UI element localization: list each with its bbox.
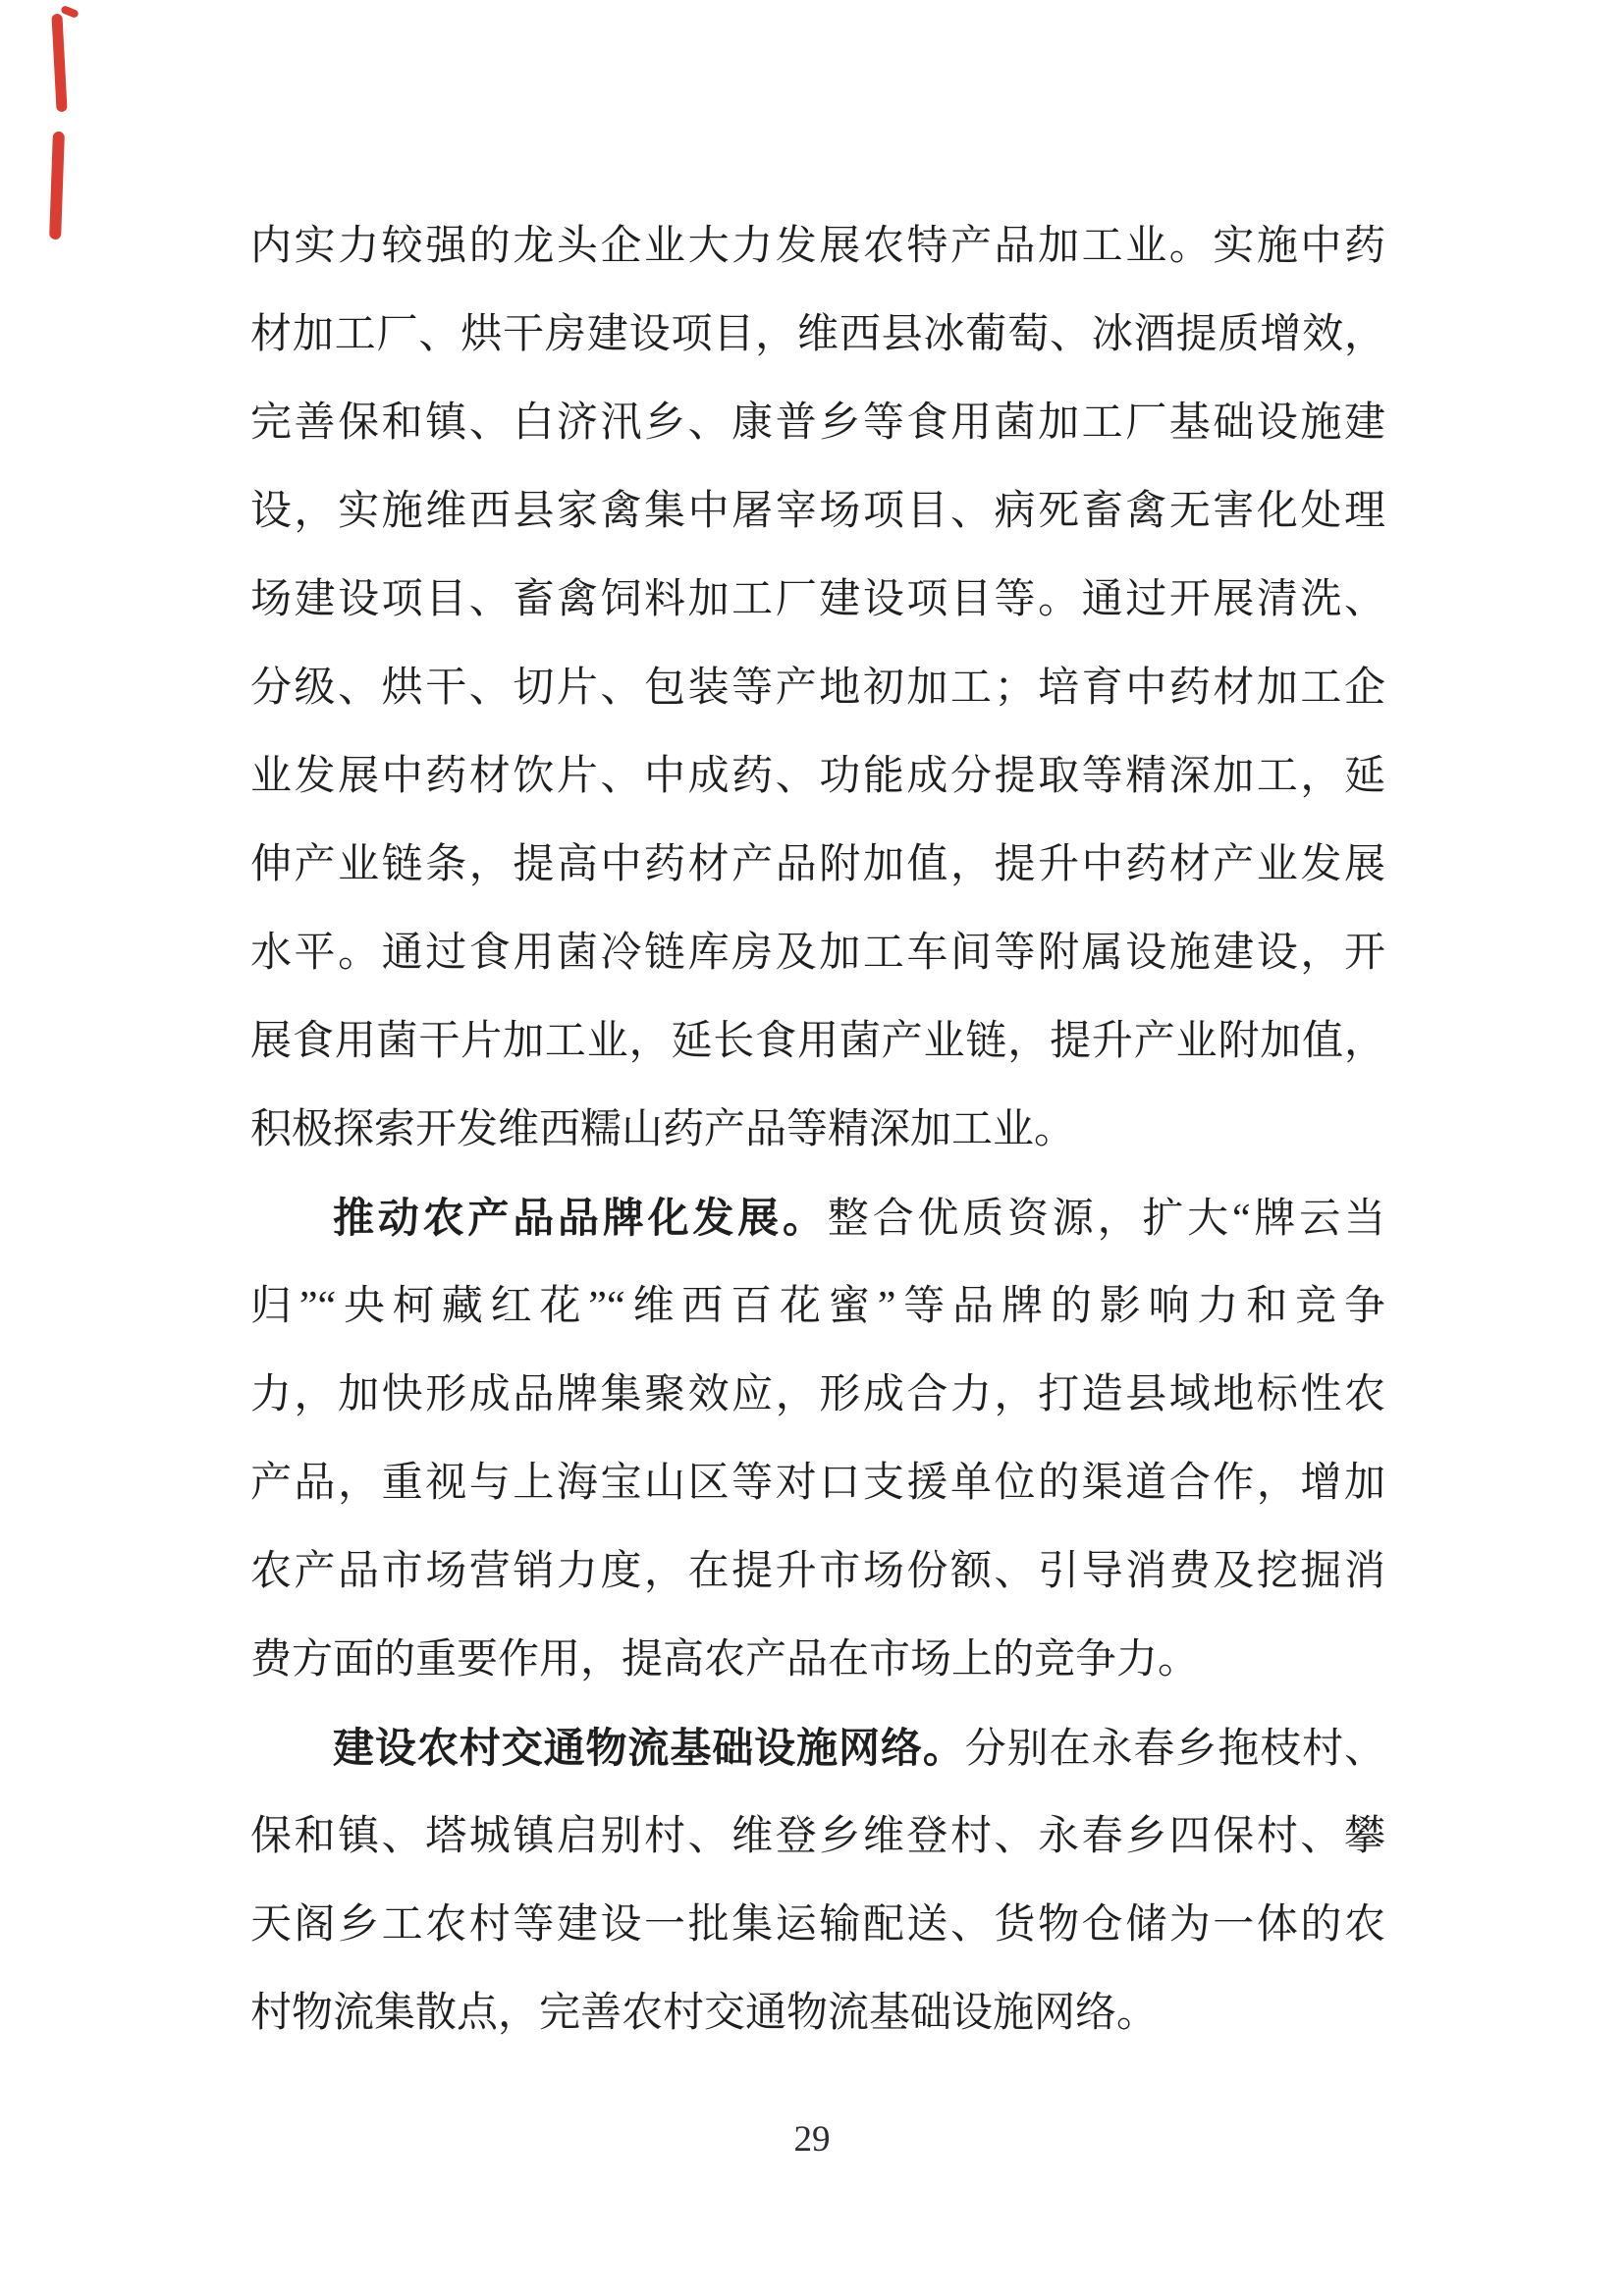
- text-column: [250, 202, 1385, 2057]
- bold-heading-run: 建设农村交通物流基础设施网络。: [333, 1725, 965, 1771]
- text-line: 天阁乡工农村等建设一批集运输配送、货物仓储为一体的农: [250, 1902, 1385, 1948]
- text-line: 农产品市场营销力度，在提升市场份额、引导消费及挖掘消: [250, 1549, 1385, 1594]
- text-line: 推动农产品品牌化发展。整合优质资源，扩大“牌云当: [333, 1195, 1385, 1242]
- page-number: 29: [793, 2119, 831, 2160]
- text-line: 业发展中药材饮片、中成药、功能成分提取等精深加工，延: [250, 754, 1385, 799]
- text-line: 材加工厂、烘干房建设项目，维西县冰葡萄、冰酒提质增效，: [250, 312, 1385, 357]
- text-line: 力，加快形成品牌集聚效应，形成合力，打造县域地标性农: [250, 1372, 1385, 1417]
- text-line: 村物流集散点，完善农村交通物流基础设施网络。: [250, 1991, 1159, 2036]
- text-line: 产品，重视与上海宝山区等对口支援单位的渠道合作，增加: [250, 1461, 1385, 1506]
- text-line: 展食用菌干片加工业，延长食用菌产业链，提升产业附加值，: [250, 1019, 1385, 1064]
- red-ink-mark-bottom: [49, 132, 65, 240]
- text-line: 内实力较强的龙头企业大力发展农特产品加工业。实施中药: [250, 224, 1385, 269]
- text-line: 设，实施维西县家禽集中屠宰场项目、病死畜禽无害化处理: [250, 489, 1385, 534]
- red-ink-mark-tick: [60, 5, 80, 19]
- red-ink-mark-top: [51, 14, 67, 112]
- text-line: 归”“央柯藏红花”“维西百花蜜”等品牌的影响力和竞争: [250, 1284, 1385, 1329]
- text-line: 场建设项目、畜禽饲料加工厂建设项目等。通过开展清洗、: [250, 577, 1385, 622]
- text-line: 费方面的重要作用，提高农产品在市场上的竞争力。: [250, 1637, 1200, 1682]
- text-line: 伸产业链条，提高中药材产品附加值，提升中药材产业发展: [250, 842, 1385, 887]
- text-line: 水平。通过食用菌冷链库房及加工车间等附属设施建设，开: [250, 931, 1385, 976]
- text-line: 建设农村交通物流基础设施网络。分别在永春乡拖枝村、: [333, 1725, 1385, 1772]
- text-line: 完善保和镇、白济汛乡、康普乡等食用菌加工厂基础设施建: [250, 400, 1385, 446]
- text-line: 分级、烘干、切片、包装等产地初加工；培育中药材加工企: [250, 666, 1385, 711]
- text-line: 保和镇、塔城镇启别村、维登乡维登村、永春乡四保村、攀: [250, 1814, 1385, 1859]
- text-line: 积极探索开发维西糯山药产品等精深加工业。: [250, 1107, 1076, 1152]
- bold-heading-run: 推动农产品品牌化发展。: [333, 1195, 828, 1241]
